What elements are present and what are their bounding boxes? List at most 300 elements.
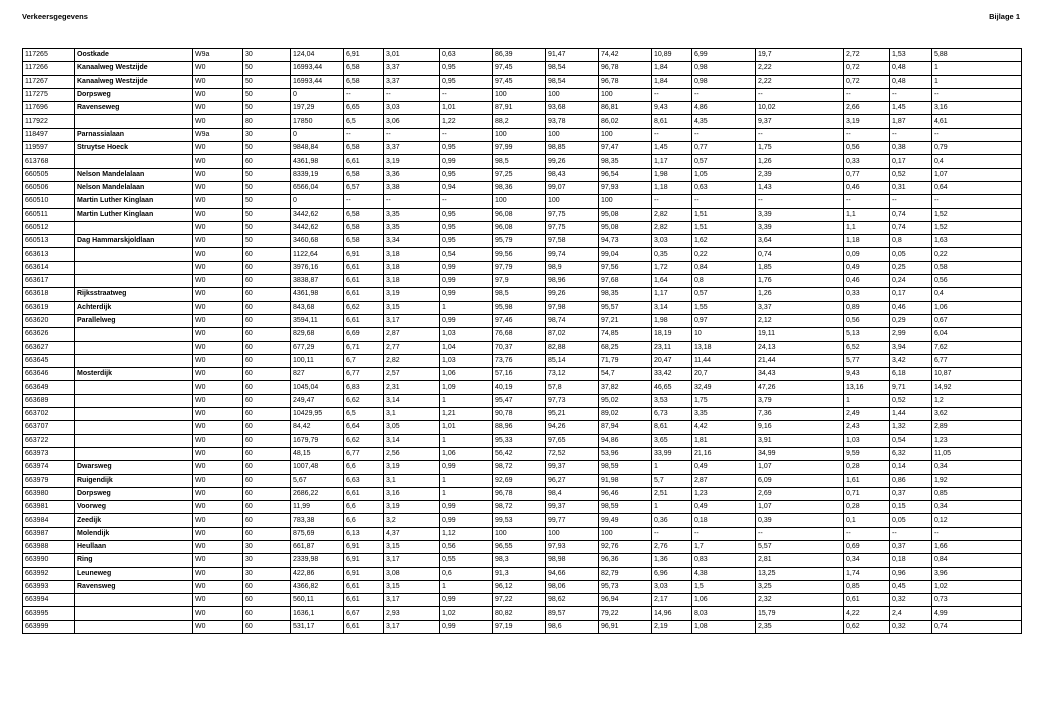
table-cell: 21,44 (756, 354, 844, 367)
table-cell: -- (890, 195, 932, 208)
table-cell: 13,25 (756, 567, 844, 580)
table-cell: 95,33 (493, 434, 546, 447)
table-cell: 60 (243, 394, 291, 407)
table-cell: W0 (193, 115, 243, 128)
table-cell: 79,22 (599, 607, 652, 620)
table-cell: 87,94 (599, 421, 652, 434)
table-cell: 73,12 (546, 368, 599, 381)
table-cell: 3,08 (384, 567, 440, 580)
table-cell: -- (652, 527, 692, 540)
table-cell: 74,85 (599, 328, 652, 341)
table-cell: 0,18 (890, 554, 932, 567)
table-cell: 60 (243, 434, 291, 447)
table-row (23, 88, 1022, 101)
table-cell: 6,77 (344, 368, 384, 381)
table-cell: 0,98 (692, 62, 756, 75)
segment-id-cell: 663620 (23, 314, 75, 327)
table-cell: 71,79 (599, 354, 652, 367)
table-cell: 0,33 (844, 288, 890, 301)
table-cell: 60 (243, 275, 291, 288)
table-cell: 3,35 (384, 208, 440, 221)
street-name-cell (75, 421, 193, 434)
table-cell: 3,53 (652, 394, 692, 407)
street-name-cell (75, 261, 193, 274)
segment-id-cell: 663993 (23, 580, 75, 593)
table-cell: 2,43 (844, 421, 890, 434)
table-cell: 60 (243, 408, 291, 421)
table-row (23, 447, 1022, 460)
table-cell: 0,29 (890, 314, 932, 327)
street-name-cell (75, 620, 193, 633)
table-cell: 97,99 (493, 142, 546, 155)
street-name-cell: Martin Luther Kinglaan (75, 195, 193, 208)
segment-id-cell: 663614 (23, 261, 75, 274)
table-cell: 0,28 (844, 461, 890, 474)
table-cell: 98,62 (546, 594, 599, 607)
table-cell: 97,75 (546, 208, 599, 221)
table-cell: 0,12 (932, 514, 1022, 527)
table-cell: 1,06 (440, 447, 493, 460)
street-name-cell: Ruigendijk (75, 474, 193, 487)
table-cell: 3,94 (890, 341, 932, 354)
table-cell: 86,02 (599, 115, 652, 128)
table-cell: 3,37 (384, 62, 440, 75)
segment-id-cell: 663999 (23, 620, 75, 633)
table-cell: 3,1 (384, 408, 440, 421)
table-cell: 2,87 (692, 474, 756, 487)
table-cell: 16993,44 (291, 75, 344, 88)
table-cell: 2,93 (384, 607, 440, 620)
table-cell: 6,64 (344, 421, 384, 434)
table-cell: 98,74 (546, 314, 599, 327)
table-cell: 0,95 (440, 221, 493, 234)
table-cell: 6,62 (344, 301, 384, 314)
table-cell: 1,53 (890, 49, 932, 62)
table-cell: -- (384, 128, 440, 141)
table-cell: 76,68 (493, 328, 546, 341)
table-cell: 2,89 (932, 421, 1022, 434)
table-cell: -- (652, 88, 692, 101)
table-cell: 1,61 (844, 474, 890, 487)
table-cell: 60 (243, 620, 291, 633)
table-cell: 60 (243, 527, 291, 540)
table-cell: 0,15 (890, 501, 932, 514)
table-cell: 0,39 (756, 514, 844, 527)
table-cell: 60 (243, 607, 291, 620)
table-cell: 97,9 (493, 275, 546, 288)
table-cell: 0,99 (440, 155, 493, 168)
segment-id-cell: 119597 (23, 142, 75, 155)
segment-id-cell: 663973 (23, 447, 75, 460)
table-cell: 0,56 (932, 275, 1022, 288)
table-cell: 19,11 (756, 328, 844, 341)
table-cell: 0,28 (844, 501, 890, 514)
table-cell: W0 (193, 275, 243, 288)
table-cell: 2686,22 (291, 487, 344, 500)
table-cell: 6,58 (344, 142, 384, 155)
table-cell: 0,14 (890, 461, 932, 474)
table-cell: 2,17 (652, 594, 692, 607)
table-cell: 6,65 (344, 102, 384, 115)
table-cell: 98,43 (546, 168, 599, 181)
table-cell: 1,98 (652, 168, 692, 181)
table-cell: 0,99 (440, 314, 493, 327)
table-cell: -- (844, 128, 890, 141)
table-cell: -- (844, 527, 890, 540)
table-cell: 1,52 (932, 221, 1022, 234)
street-name-cell: Dwarsweg (75, 461, 193, 474)
table-cell: 91,98 (599, 474, 652, 487)
street-name-cell: Ravenseweg (75, 102, 193, 115)
table-cell: 2,81 (756, 554, 844, 567)
table-cell: 24,13 (756, 341, 844, 354)
table-cell: 0,99 (440, 288, 493, 301)
table-cell: 11,99 (291, 501, 344, 514)
table-cell: 96,36 (599, 554, 652, 567)
table-row (23, 368, 1022, 381)
table-cell: W0 (193, 88, 243, 101)
table-cell: 0,33 (844, 155, 890, 168)
table-cell: 3,16 (932, 102, 1022, 115)
table-cell: 60 (243, 314, 291, 327)
table-cell: 96,55 (493, 540, 546, 553)
table-cell: 95,79 (493, 235, 546, 248)
table-cell: 9,71 (890, 381, 932, 394)
table-cell: 0,22 (692, 248, 756, 261)
table-cell: 0,17 (890, 288, 932, 301)
table-cell: 14,92 (932, 381, 1022, 394)
table-cell: 80,82 (493, 607, 546, 620)
table-cell: 1,45 (890, 102, 932, 115)
table-cell: W0 (193, 155, 243, 168)
table-cell: 1,06 (932, 301, 1022, 314)
segment-id-cell: 117265 (23, 49, 75, 62)
table-cell: -- (756, 88, 844, 101)
table-cell: 6,91 (344, 248, 384, 261)
table-row (23, 487, 1022, 500)
street-name-cell: Mosterdijk (75, 368, 193, 381)
table-cell: 0,95 (440, 75, 493, 88)
table-cell: 6,91 (344, 567, 384, 580)
table-cell: 89,57 (546, 607, 599, 620)
table-cell: 3,79 (756, 394, 844, 407)
table-cell: 1,66 (932, 540, 1022, 553)
table-cell: 6,61 (344, 314, 384, 327)
table-cell: 829,68 (291, 328, 344, 341)
table-cell: 0 (291, 88, 344, 101)
table-cell: 6,99 (692, 49, 756, 62)
segment-id-cell: 663626 (23, 328, 75, 341)
table-cell: 96,27 (546, 474, 599, 487)
table-cell: W0 (193, 461, 243, 474)
table-cell: W0 (193, 554, 243, 567)
street-name-cell (75, 354, 193, 367)
table-cell: 0,56 (844, 314, 890, 327)
street-name-cell (75, 394, 193, 407)
table-cell: 3,25 (756, 580, 844, 593)
table-cell: 50 (243, 235, 291, 248)
table-cell: 3,36 (384, 168, 440, 181)
table-cell: -- (844, 195, 890, 208)
table-cell: 0,57 (692, 155, 756, 168)
table-cell: 9,43 (844, 368, 890, 381)
table-cell: 60 (243, 487, 291, 500)
table-cell: 4,61 (932, 115, 1022, 128)
table-cell: W0 (193, 142, 243, 155)
table-cell: 100 (493, 527, 546, 540)
table-row (23, 235, 1022, 248)
table-cell: 98,85 (546, 142, 599, 155)
table-cell: 0,52 (890, 394, 932, 407)
segment-id-cell: 117266 (23, 62, 75, 75)
table-cell: 100,11 (291, 354, 344, 367)
table-cell: 17850 (291, 115, 344, 128)
table-cell: 0,8 (890, 235, 932, 248)
table-cell: 0,97 (692, 314, 756, 327)
table-row (23, 421, 1022, 434)
appendix-label: Bijlage 1 (989, 12, 1020, 21)
table-cell: 100 (599, 195, 652, 208)
table-cell: 50 (243, 142, 291, 155)
table-cell: 3,35 (384, 221, 440, 234)
table-cell: 0,77 (692, 142, 756, 155)
table-cell: 197,29 (291, 102, 344, 115)
table-row (23, 527, 1022, 540)
table-cell: 9,37 (756, 115, 844, 128)
table-cell: 99,53 (493, 514, 546, 527)
table-cell: 0,52 (890, 168, 932, 181)
table-cell: 97,45 (493, 62, 546, 75)
table-cell: 30 (243, 49, 291, 62)
table-cell: 1,85 (756, 261, 844, 274)
table-cell: 0,74 (890, 208, 932, 221)
table-cell: 1 (440, 487, 493, 500)
table-cell: 60 (243, 594, 291, 607)
table-cell: W0 (193, 447, 243, 460)
table-cell: -- (890, 128, 932, 141)
table-cell: 3,06 (384, 115, 440, 128)
table-cell: 3,91 (756, 434, 844, 447)
table-cell: 0,48 (890, 62, 932, 75)
table-cell: 3442,62 (291, 208, 344, 221)
table-cell: 91,47 (546, 49, 599, 62)
table-cell: 15,79 (756, 607, 844, 620)
table-cell: 6,52 (844, 341, 890, 354)
table-cell: 57,8 (546, 381, 599, 394)
table-row (23, 155, 1022, 168)
table-cell: 99,37 (546, 501, 599, 514)
table-cell: 6,58 (344, 75, 384, 88)
table-row (23, 314, 1022, 327)
table-cell: 4,42 (692, 421, 756, 434)
table-cell: 60 (243, 354, 291, 367)
table-cell: 1 (440, 394, 493, 407)
table-cell: 1 (440, 434, 493, 447)
segment-id-cell: 663992 (23, 567, 75, 580)
table-row (23, 208, 1022, 221)
table-cell: 60 (243, 501, 291, 514)
segment-id-cell: 663689 (23, 394, 75, 407)
table-cell: 3,03 (384, 102, 440, 115)
table-cell: 50 (243, 195, 291, 208)
table-cell: 0,36 (652, 514, 692, 527)
street-name-cell: Leuneweg (75, 567, 193, 580)
table-row (23, 354, 1022, 367)
street-name-cell: Rijksstraatweg (75, 288, 193, 301)
table-cell: W0 (193, 474, 243, 487)
street-name-cell: Ravensweg (75, 580, 193, 593)
table-cell: 0,09 (844, 248, 890, 261)
table-cell: 53,96 (599, 447, 652, 460)
table-cell: 99,74 (546, 248, 599, 261)
street-name-cell: Kanaalweg Westzijde (75, 75, 193, 88)
street-name-cell (75, 607, 193, 620)
table-cell: -- (890, 527, 932, 540)
table-cell: 0,99 (440, 620, 493, 633)
table-cell: 6,77 (344, 447, 384, 460)
segment-id-cell: 663702 (23, 408, 75, 421)
table-cell: -- (652, 195, 692, 208)
table-cell: 0,8 (692, 275, 756, 288)
table-cell: W0 (193, 301, 243, 314)
table-cell: 5,88 (932, 49, 1022, 62)
table-cell: 50 (243, 88, 291, 101)
table-cell: 14,96 (652, 607, 692, 620)
segment-id-cell: 660512 (23, 221, 75, 234)
table-cell: -- (344, 128, 384, 141)
segment-id-cell: 663645 (23, 354, 75, 367)
table-cell: -- (756, 527, 844, 540)
table-cell: 4361,98 (291, 155, 344, 168)
table-cell: 7,62 (932, 341, 1022, 354)
table-cell: 2,99 (890, 328, 932, 341)
table-cell: 60 (243, 288, 291, 301)
street-name-cell: Ring (75, 554, 193, 567)
table-cell: 3,14 (652, 301, 692, 314)
table-cell: 73,76 (493, 354, 546, 367)
table-cell: 1,5 (692, 580, 756, 593)
table-cell: 0,05 (890, 514, 932, 527)
table-cell: 1,52 (932, 208, 1022, 221)
table-cell: 97,68 (599, 275, 652, 288)
table-cell: 87,02 (546, 328, 599, 341)
table-cell: 97,73 (546, 394, 599, 407)
table-cell: 1,17 (652, 288, 692, 301)
segment-id-cell: 663646 (23, 368, 75, 381)
street-name-cell (75, 328, 193, 341)
table-cell: 4361,98 (291, 288, 344, 301)
table-cell: 98,06 (546, 580, 599, 593)
table-cell: 94,86 (599, 434, 652, 447)
table-row (23, 620, 1022, 633)
table-cell: 86,39 (493, 49, 546, 62)
table-cell: 3,01 (384, 49, 440, 62)
table-cell: 95,47 (493, 394, 546, 407)
table-cell: 96,08 (493, 221, 546, 234)
table-cell: 0,34 (932, 461, 1022, 474)
table-cell: 1,87 (890, 115, 932, 128)
table-cell: 1,74 (844, 567, 890, 580)
table-cell: 1,02 (932, 580, 1022, 593)
street-name-cell: Martin Luther Kinglaan (75, 208, 193, 221)
table-cell: 1,23 (692, 487, 756, 500)
table-cell: 72,52 (546, 447, 599, 460)
table-cell: 6,6 (344, 501, 384, 514)
table-cell: 60 (243, 368, 291, 381)
table-cell: 30 (243, 554, 291, 567)
street-name-cell (75, 115, 193, 128)
table-cell: 97,45 (493, 75, 546, 88)
table-cell: W0 (193, 421, 243, 434)
table-cell: 6,61 (344, 487, 384, 500)
table-cell: 2,19 (652, 620, 692, 633)
table-cell: 6,04 (932, 328, 1022, 341)
table-row (23, 434, 1022, 447)
table-cell: W0 (193, 527, 243, 540)
table-cell: 0,63 (440, 49, 493, 62)
table-cell: 1,1 (844, 221, 890, 234)
table-cell: -- (890, 88, 932, 101)
table-row (23, 288, 1022, 301)
table-cell: 3,14 (384, 434, 440, 447)
table-row (23, 128, 1022, 141)
street-name-cell: Heullaan (75, 540, 193, 553)
table-cell: 0,56 (844, 142, 890, 155)
table-cell: 2,66 (844, 102, 890, 115)
table-cell: 1,01 (440, 421, 493, 434)
table-cell: W0 (193, 540, 243, 553)
table-cell: 6,62 (344, 394, 384, 407)
table-cell: 8,61 (652, 421, 692, 434)
table-cell: 4,22 (844, 607, 890, 620)
table-cell: 3,17 (384, 554, 440, 567)
street-name-cell: Dorpsweg (75, 487, 193, 500)
table-cell: 1,07 (756, 461, 844, 474)
street-name-cell: Molendijk (75, 527, 193, 540)
table-cell: 98,54 (546, 75, 599, 88)
street-name-cell: Nelson Mandelalaan (75, 168, 193, 181)
table-cell: 90,78 (493, 408, 546, 421)
table-cell: 3,15 (384, 540, 440, 553)
table-cell: 97,98 (546, 301, 599, 314)
table-cell: 100 (546, 88, 599, 101)
table-cell: 16993,44 (291, 62, 344, 75)
table-body (23, 49, 1022, 634)
table-cell: 6,32 (890, 447, 932, 460)
table-row (23, 181, 1022, 194)
table-cell: W0 (193, 341, 243, 354)
table-cell: 100 (493, 128, 546, 141)
table-cell: 5,77 (844, 354, 890, 367)
table-cell: 0,46 (890, 301, 932, 314)
table-cell: 4,99 (932, 607, 1022, 620)
table-cell: 6,61 (344, 261, 384, 274)
table-cell: 3,17 (384, 620, 440, 633)
table-cell: 1,62 (692, 235, 756, 248)
table-cell: 100 (493, 88, 546, 101)
table-cell: 4,35 (692, 115, 756, 128)
table-cell: 2,77 (384, 341, 440, 354)
table-cell: 95,98 (493, 301, 546, 314)
table-cell: W0 (193, 75, 243, 88)
table-row (23, 301, 1022, 314)
table-cell: -- (692, 527, 756, 540)
table-cell: 6,18 (890, 368, 932, 381)
table-cell: 99,26 (546, 288, 599, 301)
table-cell: 98,59 (599, 501, 652, 514)
table-cell: 96,78 (599, 75, 652, 88)
table-cell: 1,06 (692, 594, 756, 607)
